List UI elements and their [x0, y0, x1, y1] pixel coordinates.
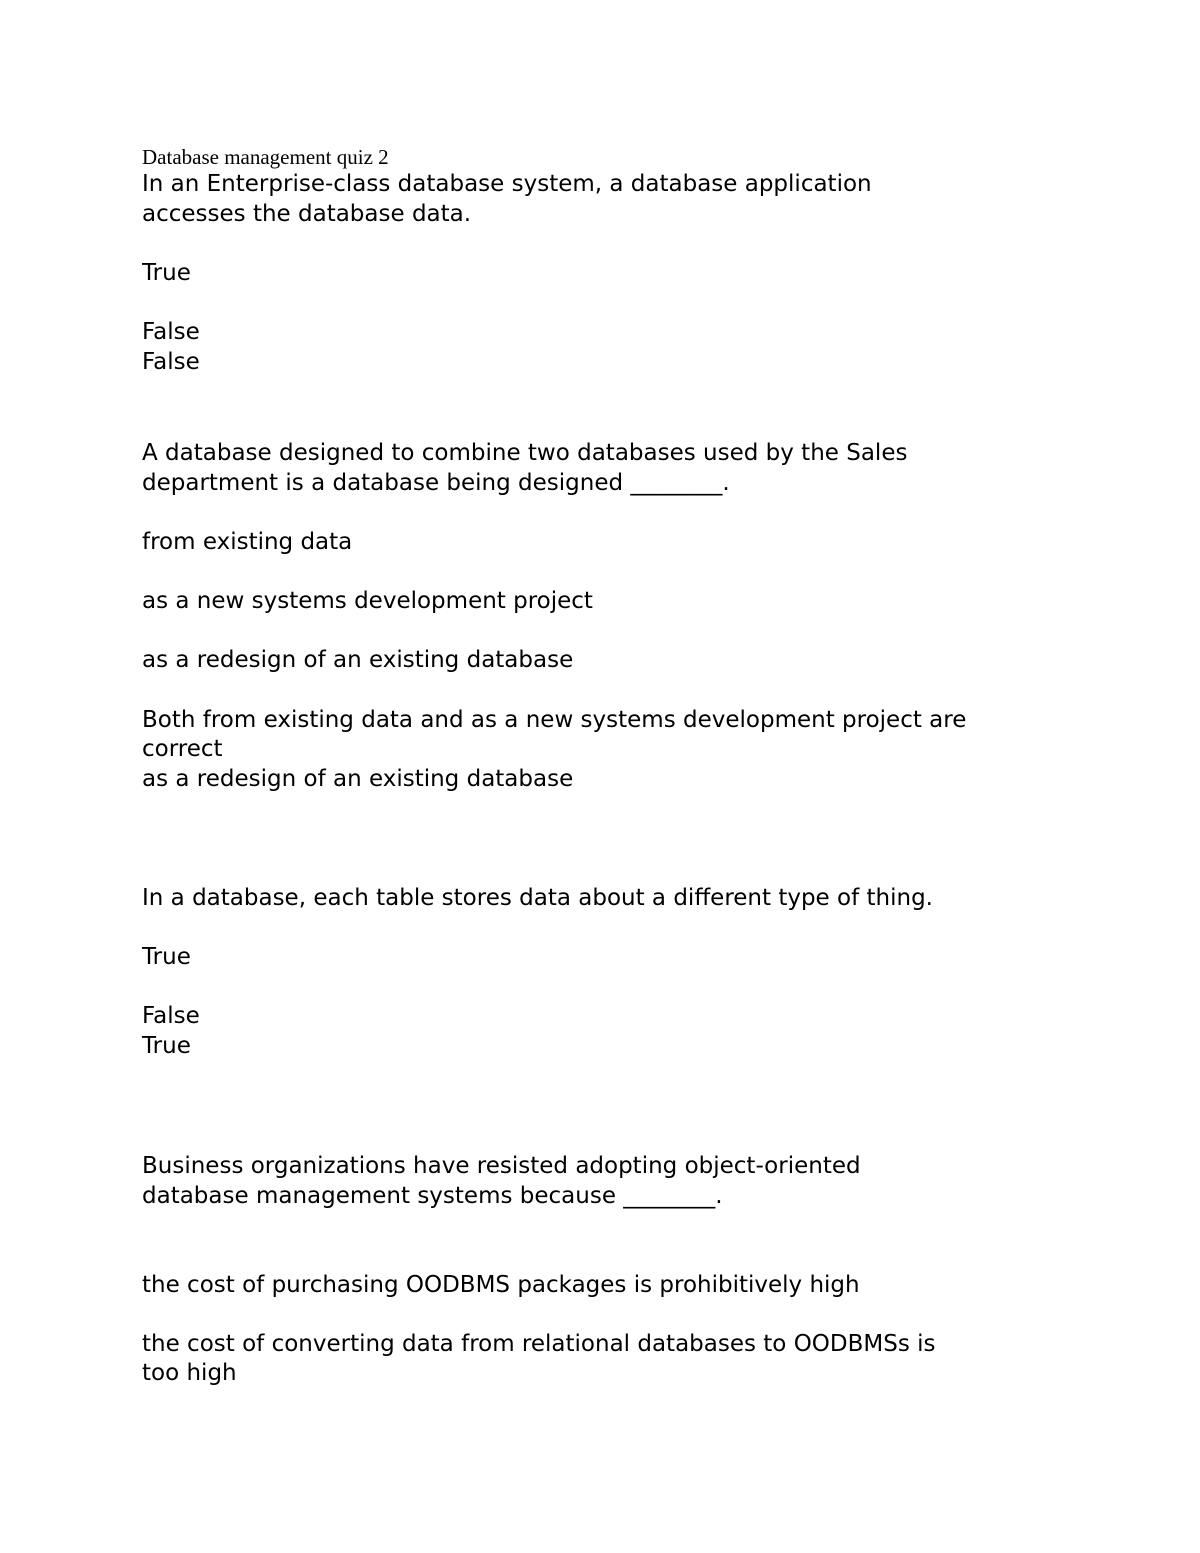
q4-option-2-line-1: the cost of converting data from relational databases to OODBMSs is: [142, 1331, 936, 1357]
q3-question: In a database, each table stores data about a different type of thing.: [142, 885, 933, 911]
q3-answer: True: [142, 1033, 191, 1059]
document-title: Database management quiz 2: [142, 145, 389, 169]
q2-answer: as a redesign of an existing database: [142, 766, 574, 792]
q3-option-false: False: [142, 1003, 200, 1029]
q1-question-line-2: accesses the database data.: [142, 201, 472, 227]
q2-option-1: from existing data: [142, 529, 353, 555]
q3-option-true: True: [142, 944, 191, 970]
q4-question-line-2: database management systems because ________.: [142, 1183, 723, 1209]
q2-question-line-1: A database designed to combine two databases used by the Sales: [142, 440, 908, 466]
q1-answer: False: [142, 349, 200, 375]
q1-question-line-1: In an Enterprise-class database system, a database application: [142, 171, 872, 197]
q4-option-2-line-2: too high: [142, 1360, 237, 1386]
q2-option-3: as a redesign of an existing database: [142, 647, 574, 673]
q1-option-false: False: [142, 319, 200, 345]
q4-question-line-1: Business organizations have resisted adopting object-oriented: [142, 1153, 861, 1179]
q2-question-line-2: department is a database being designed ________.: [142, 470, 730, 496]
q4-option-1: the cost of purchasing OODBMS packages is prohibitively high: [142, 1272, 860, 1298]
q2-option-4-line-1: Both from existing data and as a new systems development project are: [142, 707, 967, 733]
q1-option-true: True: [142, 260, 191, 286]
q2-option-4-line-2: correct: [142, 736, 223, 762]
q2-option-2: as a new systems development project: [142, 588, 593, 614]
